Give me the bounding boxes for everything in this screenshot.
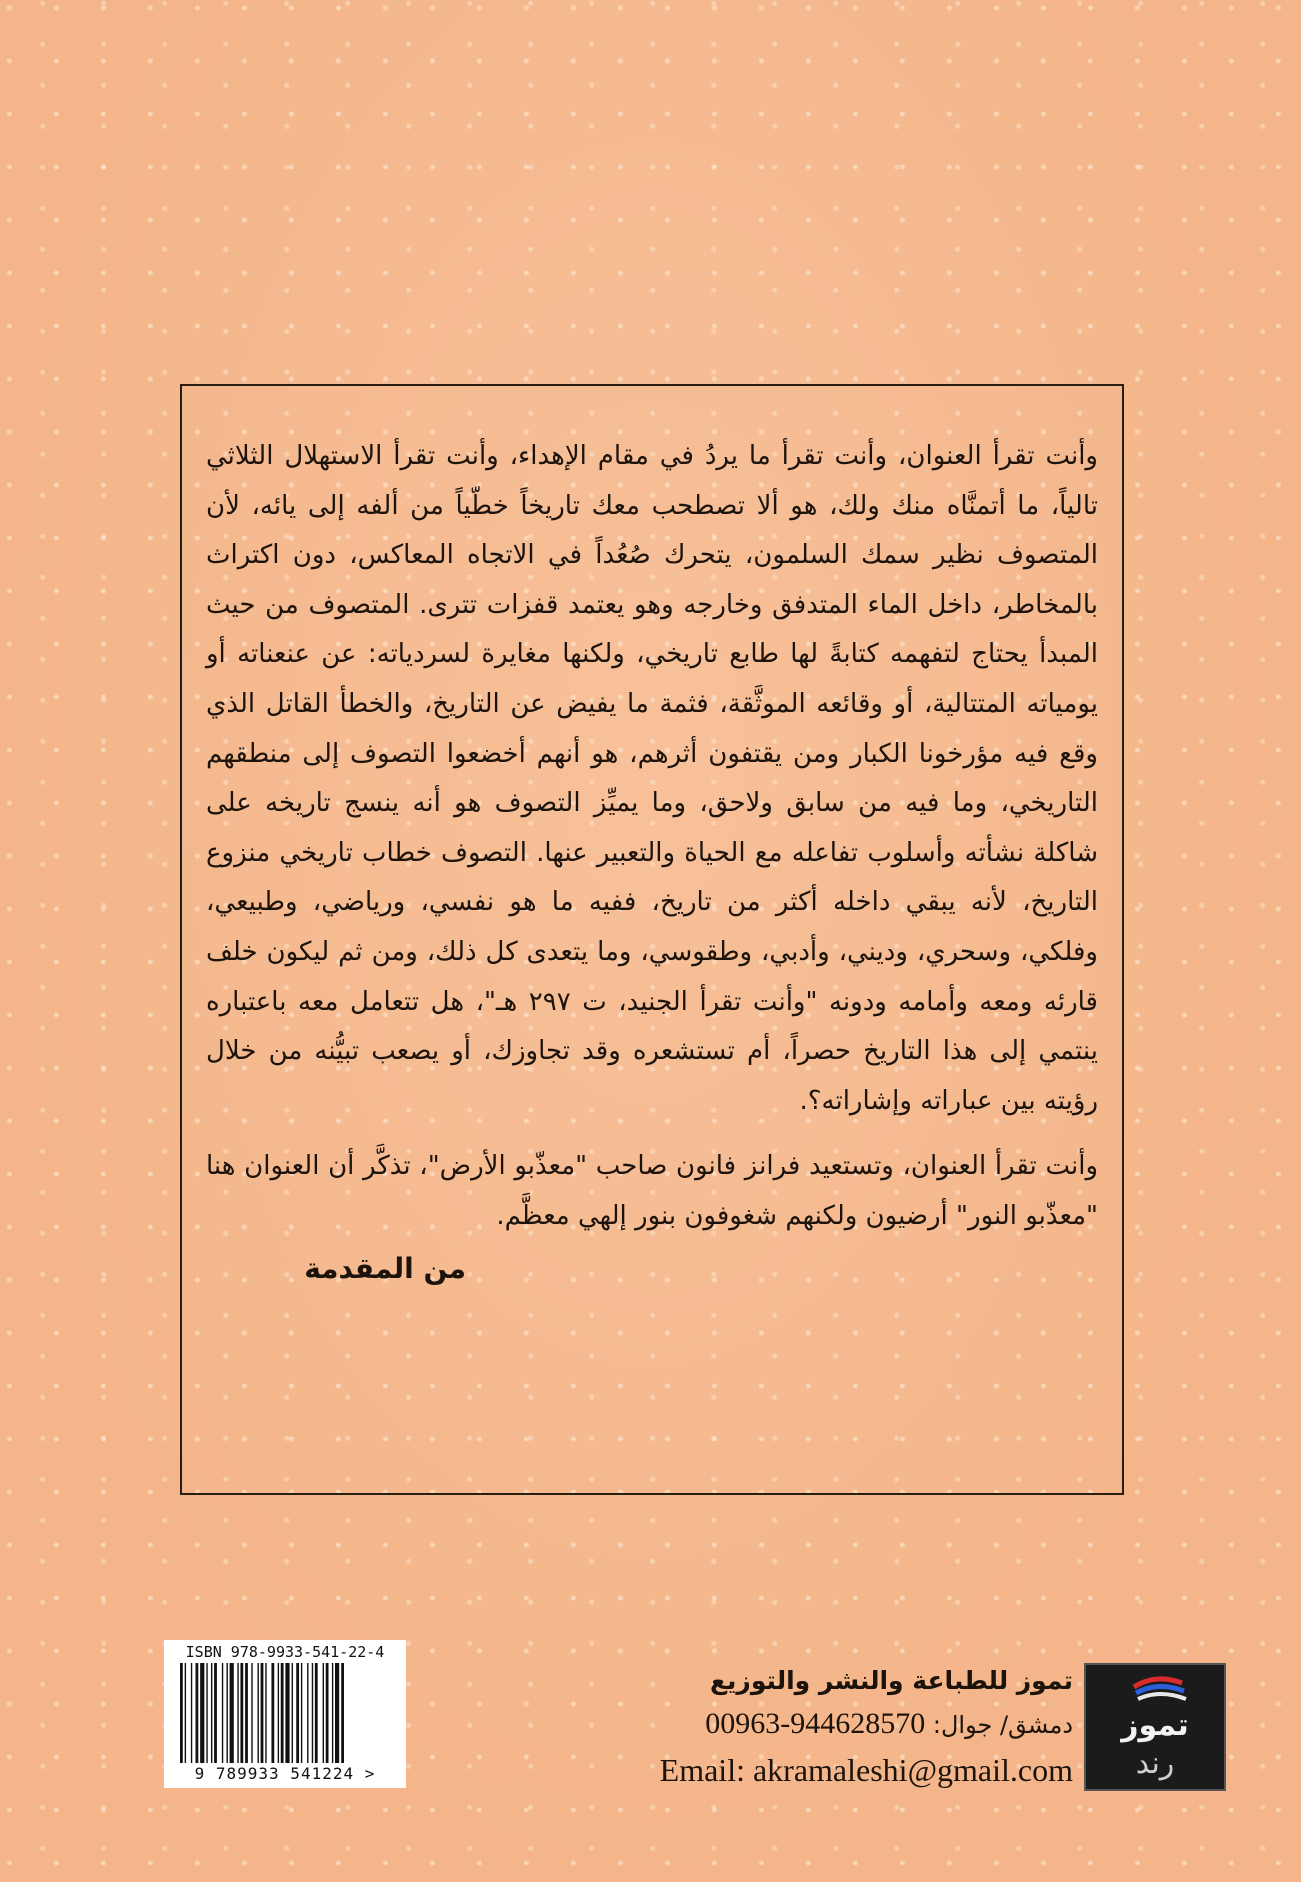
barcode-bar <box>285 1663 289 1763</box>
barcode-bar <box>265 1663 266 1763</box>
publisher-name: تموز للطباعة والنشر والتوزيع <box>709 1666 1073 1695</box>
barcode-bar <box>341 1663 344 1763</box>
barcode-bar <box>227 1663 228 1763</box>
barcode-bar <box>214 1663 217 1763</box>
barcode-bar <box>211 1663 212 1763</box>
preface-source: من المقدمة <box>304 1251 466 1285</box>
publisher-phone <box>513 1702 1073 1747</box>
logo-top-text: تموز <box>1121 1708 1189 1743</box>
barcode-bar <box>332 1663 333 1763</box>
preface-paragraph-1: وأنت تقرأ العنوان، وأنت تقرأ ما يردُ في مقام الإهداء، وأنت تقرأ الاستهلال الثلاثي تالياً، ما أتمنَّاه منك ولك، هو ألا تصطحب معك تاريخاً خطّياً من ألفه إلى يائه، لأن المتصوف نظير سمك السلمون، يتحرك صُعُداً في الاتجاه المعاكس، دون اكتراث بالمخاطر، داخل الماء المتدفق وخارجه وهو يعتمد قفزات تترى. المتصوف من حيث المبدأ يحتاج لتفهمه كتابةً لها طابع تاريخي، ولكنها مغايرة لسردياته: عن عنعناته أو يومياته المتتالية، أو وقائعه الموثَّقة، فثمة ما يفيض عن التاريخ، والخطأ القاتل الذي وقع فيه مؤرخونا الكبار ومن يقتفون أثرهم، هو أنهم أخضعوا التصوف إلى منطقهم التاريخي، وما فيه من سابق ولاحق، وما يميِّز التصوف هو أنه ينسج تاريخه على شاكلة نشأته وأسلوب تفاعله مع الحياة والتعبير عنها. التصوف خطاب تاريخي منزوع التاريخ، لأنه يبقي داخله أكثر من تاريخ، ففيه ما هو نفسي، ورياضي، وطبيعي، وفلكي، وسحري، وديني، وأدبي، وطقوسي، وما يتعدى كل ذلك، ومن ثم ليكون خلف قارئه ومعه وأمامه ودونه "وأنت تقرأ الجنيد، ت ٢٩٧ هـ"، هل تتعامل معه باعتباره ينتمي إلى هذا التاريخ حصراً، أم تستشعره وقد تجاوزك، أو يصعب تبيُّنه من خلال رؤيته بين عباراته وإشاراته؟. <box>206 441 1098 1116</box>
barcode-bar <box>278 1663 279 1763</box>
barcode-bar <box>206 1663 207 1763</box>
barcode-bar <box>271 1663 274 1763</box>
barcode-bar <box>240 1663 243 1763</box>
barcode-bar <box>185 1663 186 1763</box>
isbn-label: ISBN 978-9933-541-22-4 <box>185 1643 385 1661</box>
publisher-email: Email: akramaleshi@gmail.com <box>659 1752 1073 1788</box>
isbn-barcode <box>164 1640 406 1788</box>
barcode-bar <box>301 1663 302 1763</box>
barcode-bar <box>222 1663 223 1763</box>
barcode-bar <box>292 1663 293 1763</box>
barcode-bar <box>180 1663 183 1763</box>
phone-number: 00963-944628570 <box>705 1707 926 1740</box>
barcode-bar <box>261 1663 264 1763</box>
barcode-bar <box>281 1663 284 1763</box>
barcode-bar <box>335 1663 339 1763</box>
barcode-bar <box>312 1663 313 1763</box>
barcode-bar <box>196 1663 199 1763</box>
preface-box <box>180 384 1124 1495</box>
barcode-bar <box>307 1663 308 1763</box>
barcode-bar <box>258 1663 259 1763</box>
barcode-bar <box>245 1663 248 1763</box>
barcode-bar <box>200 1663 204 1763</box>
logo-bottom-text: رند <box>1135 1746 1175 1781</box>
barcode-bar <box>237 1663 238 1763</box>
barcode-bar <box>251 1663 252 1763</box>
barcode-bar <box>191 1663 192 1763</box>
isbn-digits: 9 789933 541224 > <box>194 1764 376 1783</box>
preface-paragraph-2: وأنت تقرأ العنوان، وتستعيد فرانز فانون صاحب "معذّبو الأرض"، تذكَّر أن العنوان هنا "معذّبو النور" أرضيون ولكنهم شغوفون بنور إلهي معظَّم. <box>206 1151 1098 1231</box>
barcode-bar <box>230 1663 234 1763</box>
publisher-logo <box>1084 1663 1226 1791</box>
publisher-logo-icon <box>1086 1665 1224 1789</box>
publisher-info <box>513 1660 1073 1793</box>
phone-label: دمشق/ جوال: <box>932 1711 1073 1739</box>
barcode-bar <box>326 1663 329 1763</box>
barcode-bars <box>174 1663 396 1763</box>
barcode-bar <box>315 1663 318 1763</box>
barcode-bar <box>296 1663 299 1763</box>
barcode-bar <box>323 1663 324 1763</box>
